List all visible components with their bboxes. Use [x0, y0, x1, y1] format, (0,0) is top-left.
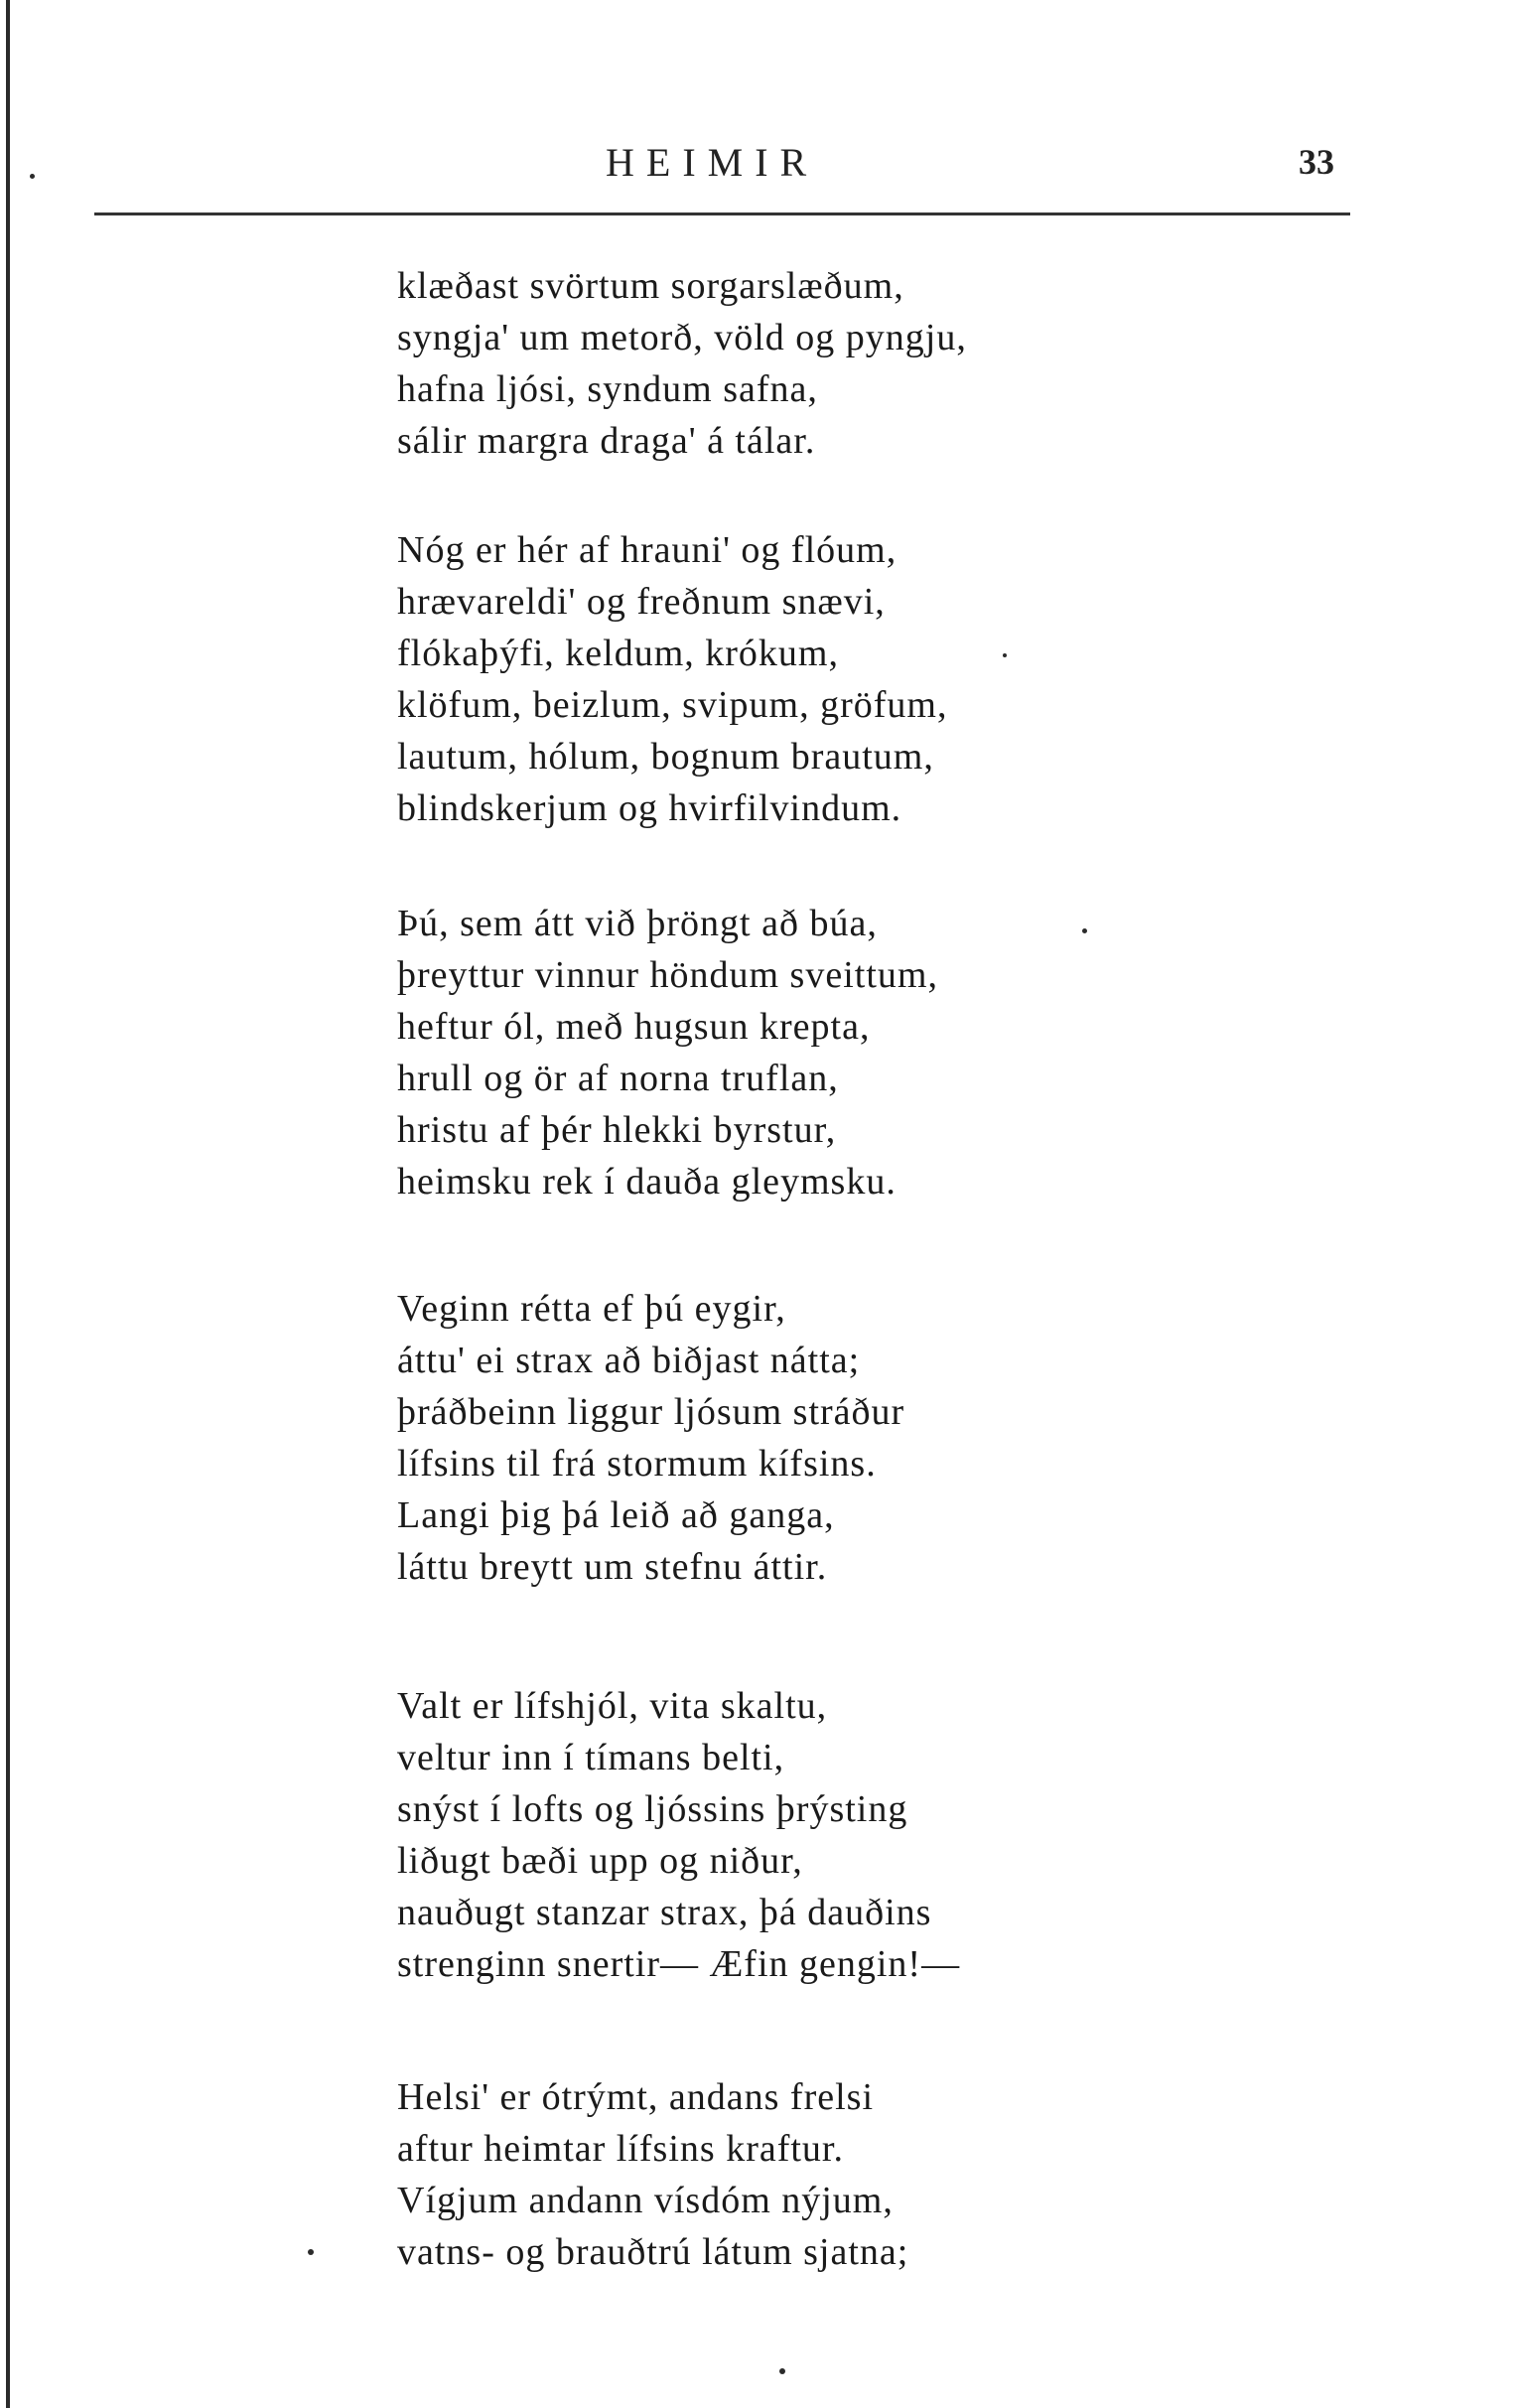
stanza: [397, 524, 1370, 834]
poem-line: klöfum, beizlum, svipum, gröfum,: [397, 684, 948, 726]
poem-line: lautum, hólum, bognum brautum,: [397, 736, 934, 778]
running-title: HEIMIR: [606, 140, 819, 185]
poem-line: hrævareldi' og freðnum snævi,: [397, 581, 886, 623]
stanza: [397, 260, 1370, 467]
poem-line: blindskerjum og hvirfilvindum.: [397, 787, 902, 829]
page-header: [0, 139, 1519, 199]
ink-speck: [30, 174, 35, 179]
poem-line: syngja' um metorð, völd og pyngju,: [397, 317, 967, 358]
poem-line: láttu breytt um stefnu áttir.: [397, 1546, 828, 1588]
stanza: [397, 898, 1370, 1207]
ink-speck: [308, 2249, 314, 2255]
stanza: [397, 1283, 1370, 1593]
poem-line: þreyttur vinnur höndum sveittum,: [397, 954, 938, 996]
ink-speck: [1082, 928, 1087, 933]
stanza: [397, 2071, 1370, 2278]
poem-line: áttu' ei strax að biðjast nátta;: [397, 1340, 861, 1381]
header-rule: [94, 212, 1350, 215]
poem-body: [397, 260, 1370, 2336]
poem-line: Helsi' er ótrýmt, andans frelsi: [397, 2076, 875, 2118]
poem-line: Vígjum andann vísdóm nýjum,: [397, 2180, 894, 2221]
page-number: 33: [1299, 142, 1334, 182]
ink-speck: [1003, 653, 1007, 657]
poem-line: heftur ól, með hugsun krepta,: [397, 1006, 871, 1048]
poem-line: klæðast svörtum sorgarslæðum,: [397, 265, 904, 307]
poem-line: veltur inn í tímans belti,: [397, 1737, 785, 1778]
poem-line: Langi þig þá leið að ganga,: [397, 1494, 835, 1536]
poem-line: flókaþýfi, keldum, krókum,: [397, 633, 839, 674]
poem-line: aftur heimtar lífsins kraftur.: [397, 2128, 844, 2170]
poem-line: liðugt bæði upp og niður,: [397, 1840, 803, 1882]
poem-line: þráðbeinn liggur ljósum stráður: [397, 1391, 905, 1433]
poem-line: Þú, sem átt við þröngt að búa,: [397, 903, 878, 944]
poem-line: lífsins til frá stormum kífsins.: [397, 1443, 877, 1485]
poem-line: Nóg er hér af hrauni' og flóum,: [397, 529, 898, 571]
ink-speck: [779, 2368, 785, 2374]
poem-line: snýst í lofts og ljóssins þrýsting: [397, 1788, 908, 1830]
poem-line: heimsku rek í dauða gleymsku.: [397, 1161, 897, 1203]
poem-line: Veginn rétta ef þú eygir,: [397, 1288, 786, 1330]
poem-line: sálir margra draga' á tálar.: [397, 420, 816, 462]
page-edge-rule: [6, 0, 10, 2408]
poem-line: Valt er lífshjól, vita skaltu,: [397, 1685, 828, 1727]
poem-line: nauðugt stanzar strax, þá dauðins: [397, 1892, 932, 1933]
poem-line: strenginn snertir— Æfin gengin!—: [397, 1943, 961, 1985]
poem-line: hafna ljósi, syndum safna,: [397, 368, 818, 410]
poem-line: hrull og ör af norna truflan,: [397, 1058, 839, 1099]
stanza: [397, 1680, 1370, 1990]
poem-line: hristu af þér hlekki byrstur,: [397, 1109, 837, 1151]
poem-line: vatns- og brauðtrú látum sjatna;: [397, 2231, 909, 2273]
